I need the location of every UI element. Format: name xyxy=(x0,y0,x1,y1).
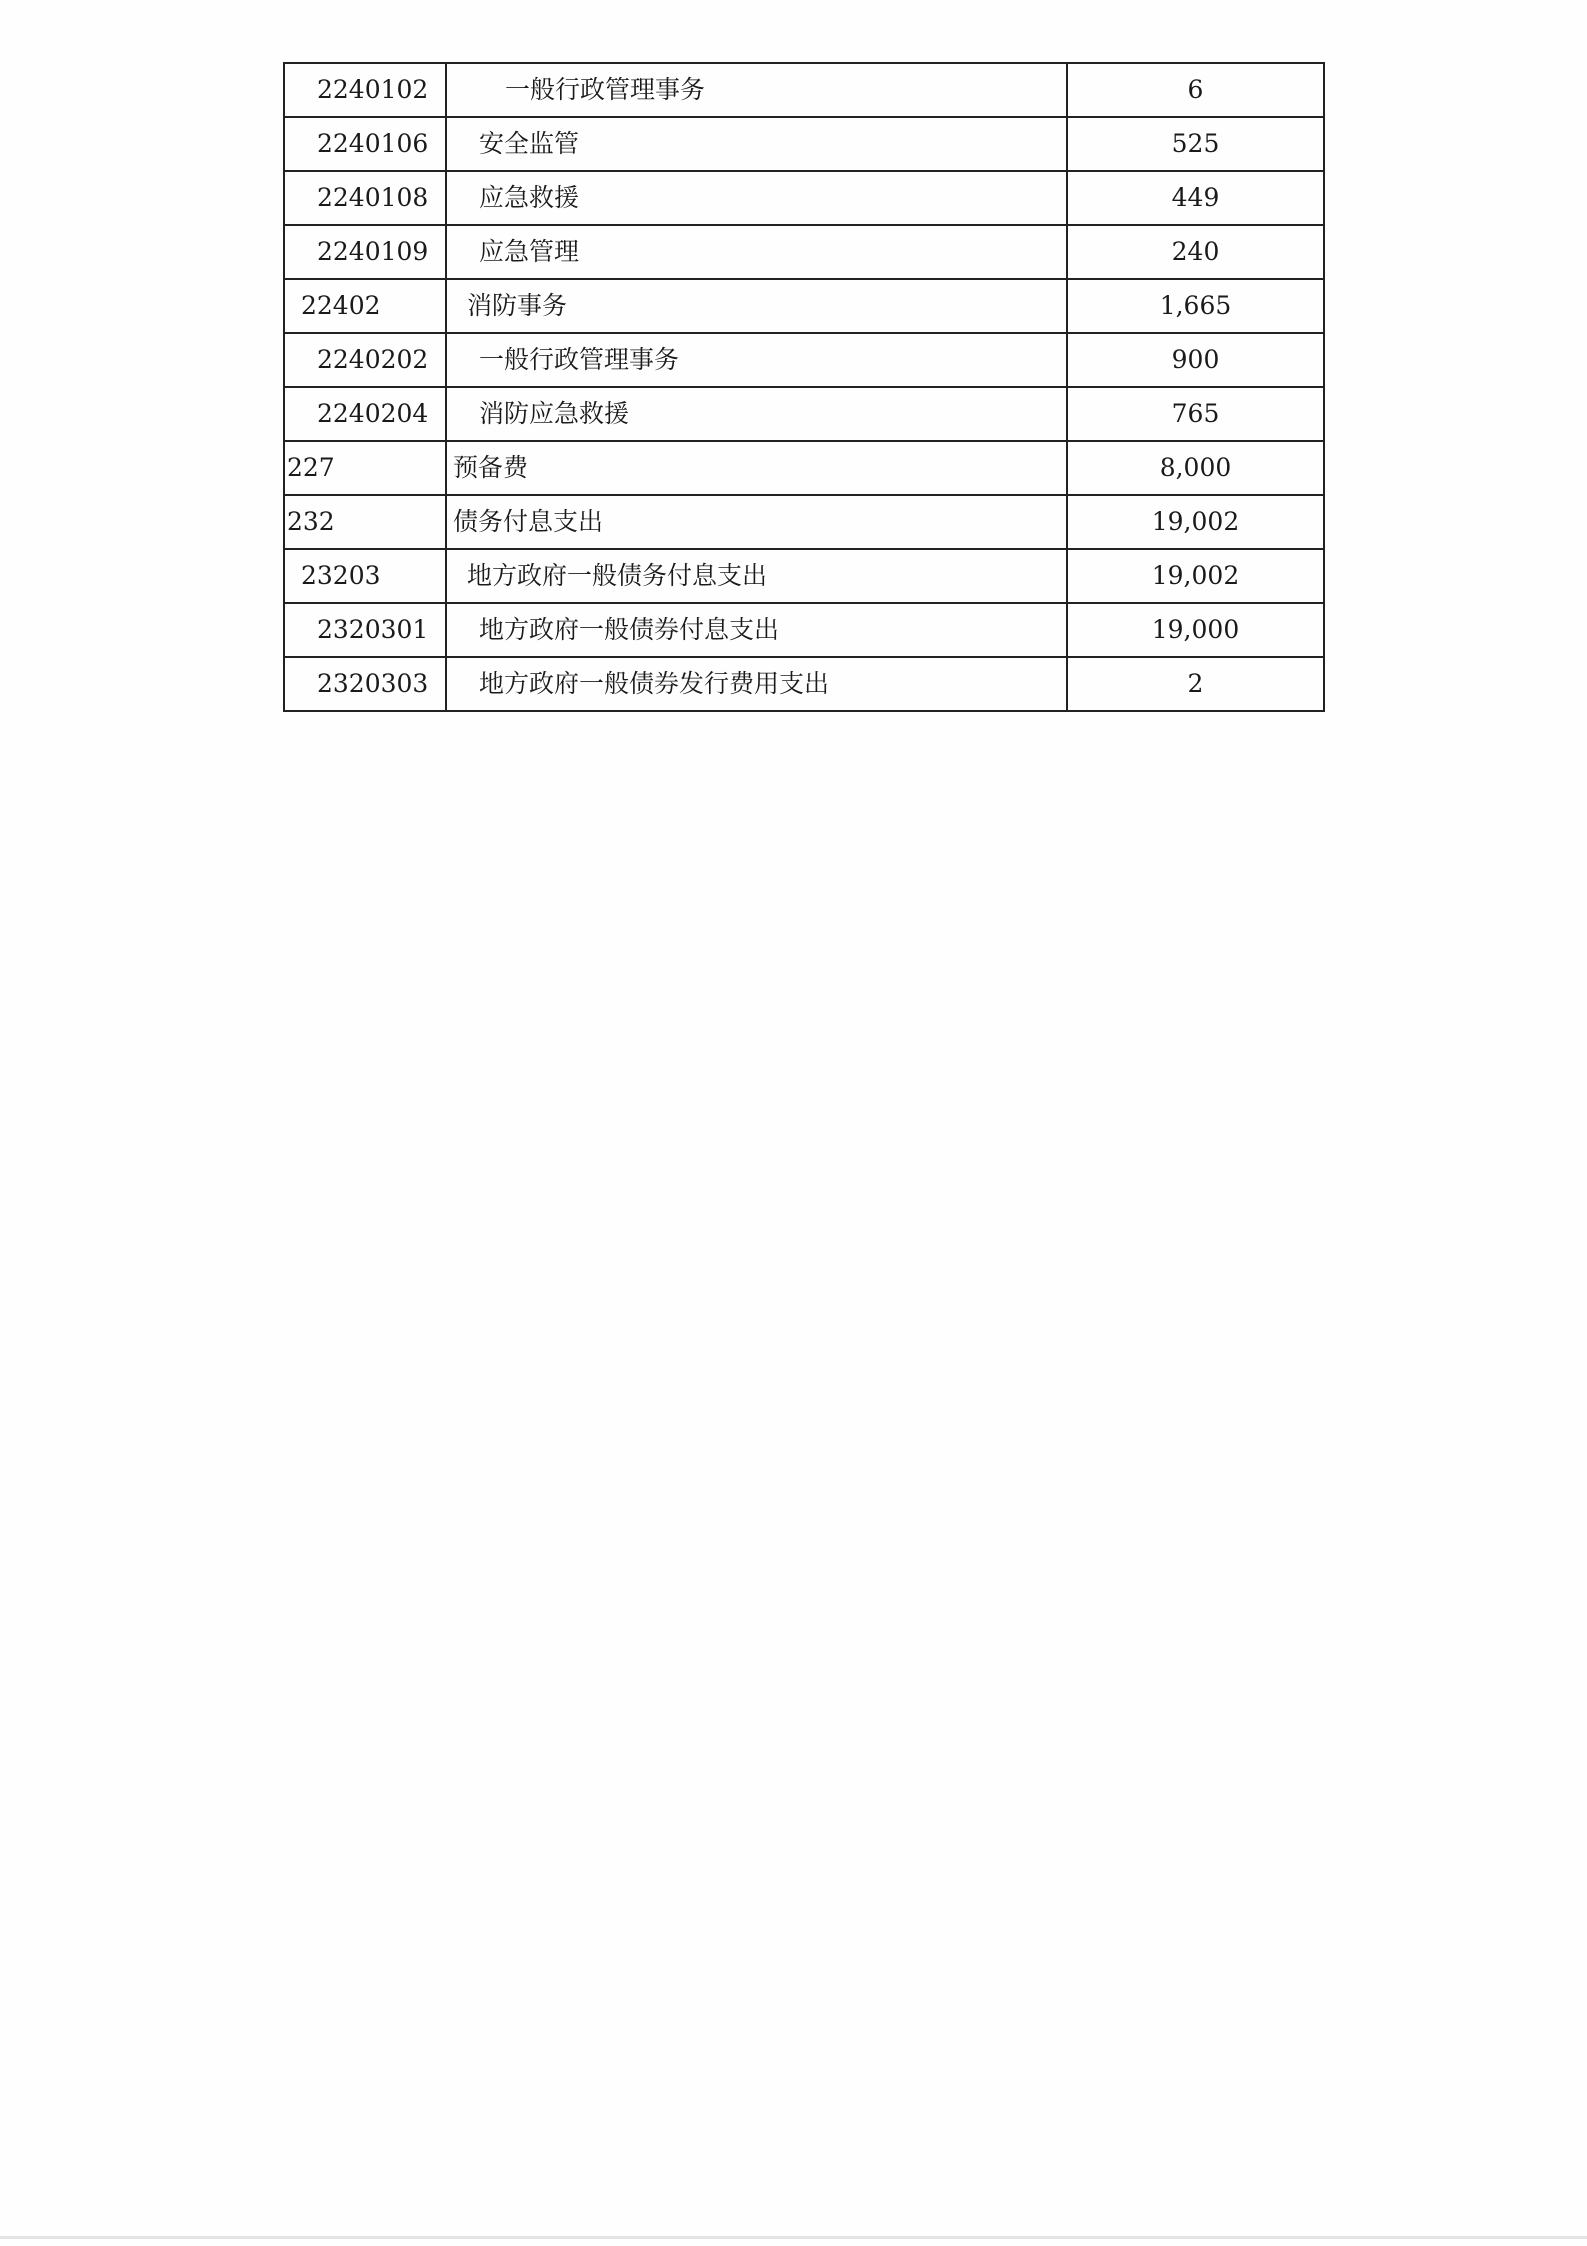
subject-name-cell: 消防应急救援 xyxy=(446,387,1067,441)
subject-code-cell: 2320303 xyxy=(284,657,446,711)
subject-code-cell: 2240202 xyxy=(284,333,446,387)
subject-code-cell: 2240102 xyxy=(284,63,446,117)
subject-code-cell: 2240109 xyxy=(284,225,446,279)
subject-name-cell: 债务付息支出 xyxy=(446,495,1067,549)
amount-cell: 19,002 xyxy=(1067,549,1324,603)
table-row xyxy=(284,63,1324,117)
amount-cell: 6 xyxy=(1067,63,1324,117)
table-row xyxy=(284,171,1324,225)
table-row xyxy=(284,495,1324,549)
subject-code-cell: 2240108 xyxy=(284,171,446,225)
amount-cell: 19,002 xyxy=(1067,495,1324,549)
scan-edge-line xyxy=(0,2236,1587,2239)
subject-code-cell: 227 xyxy=(284,441,446,495)
subject-code-cell: 232 xyxy=(284,495,446,549)
amount-cell: 240 xyxy=(1067,225,1324,279)
subject-code-cell: 2240204 xyxy=(284,387,446,441)
subject-name-cell: 应急管理 xyxy=(446,225,1067,279)
amount-cell: 1,665 xyxy=(1067,279,1324,333)
subject-name-cell: 地方政府一般债券付息支出 xyxy=(446,603,1067,657)
amount-cell: 449 xyxy=(1067,171,1324,225)
amount-cell: 525 xyxy=(1067,117,1324,171)
table-row xyxy=(284,657,1324,711)
subject-name-cell: 安全监管 xyxy=(446,117,1067,171)
table-row xyxy=(284,279,1324,333)
subject-name-cell: 地方政府一般债务付息支出 xyxy=(446,549,1067,603)
amount-cell: 8,000 xyxy=(1067,441,1324,495)
table-row xyxy=(284,603,1324,657)
table-row xyxy=(284,117,1324,171)
subject-code-cell: 22402 xyxy=(284,279,446,333)
table-row xyxy=(284,387,1324,441)
table-row xyxy=(284,549,1324,603)
subject-name-cell: 一般行政管理事务 xyxy=(446,63,1067,117)
table-row xyxy=(284,441,1324,495)
subject-name-cell: 消防事务 xyxy=(446,279,1067,333)
subject-name-cell: 一般行政管理事务 xyxy=(446,333,1067,387)
amount-cell: 765 xyxy=(1067,387,1324,441)
subject-code-cell: 2320301 xyxy=(284,603,446,657)
subject-name-cell: 预备费 xyxy=(446,441,1067,495)
amount-cell: 19,000 xyxy=(1067,603,1324,657)
subject-code-cell: 23203 xyxy=(284,549,446,603)
amount-cell: 900 xyxy=(1067,333,1324,387)
subject-name-cell: 地方政府一般债券发行费用支出 xyxy=(446,657,1067,711)
table-row xyxy=(284,333,1324,387)
table-row xyxy=(284,225,1324,279)
budget-table xyxy=(283,62,1325,712)
subject-name-cell: 应急救援 xyxy=(446,171,1067,225)
amount-cell: 2 xyxy=(1067,657,1324,711)
subject-code-cell: 2240106 xyxy=(284,117,446,171)
